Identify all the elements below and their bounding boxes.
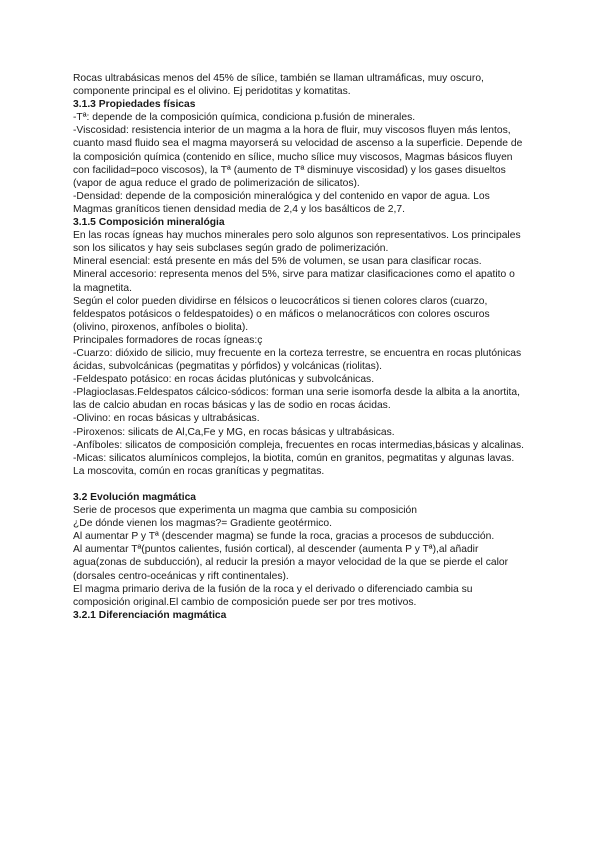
list-item-quartz: -Cuarzo: dióxido de silicio, muy frecuente en la corteza terrestre, se encuentra en rocas plutónicas ácidas, subvolcánicas (pegmatitas y pórfidos) y volcánicas (riolitas). <box>73 347 522 373</box>
paragraph-main-minerals-intro: Principales formadores de rocas ígneas:ç <box>73 334 263 346</box>
paragraph-temperature: -Tª: depende de la composición química, condiciona p.fusión de minerales. <box>73 112 416 124</box>
list-item-pyroxene: -Piroxenos: silicats de Al,Ca,Fe y MG, en rocas básicas y ultrabásicas. <box>73 426 395 438</box>
list-item-olivine: -Olivino: en rocas básicas y ultrabásicas. <box>73 413 260 425</box>
heading-magmatic-evolution: 3.2 Evolución magmática <box>73 492 197 503</box>
list-item-plagioclase: -Plagioclasas.Feldespatos cálcico-sódicos: forman una serie isomorfa desde la albita a la anortita, las de calcio abudan en rocas básicas y las de sodio en rocas ácidas. <box>73 387 520 412</box>
heading-mineral-composition: 3.1.5 Composición mineralógia <box>73 217 225 229</box>
list-item-k-feldspar: -Feldespato potásico: en rocas ácidas plutónicas y subvolcánicas. <box>73 374 375 386</box>
list-item-amphibole: -Anfíboles: silicatos de composición compleja, frecuentes en rocas intermedias,básicas y alcalinas. <box>73 439 524 451</box>
blank-line <box>73 478 525 491</box>
paragraph-melting-causes: Al aumentar Tª(puntos calientes, fusión cortical), al descender (aumenta P y Tª),al añadir agua(zonas de subducción), al reducir la presión a mayor velocidad de la que se pierde el calor (dorsales centro-oceánicas y rift continentales). <box>73 544 509 582</box>
heading-physical-properties: 3.1.3 Propiedades físicas <box>73 99 196 111</box>
heading-magmatic-differentiation: 3.2.1 Diferenciación magmática <box>73 609 227 621</box>
paragraph-magma-origin-question: ¿De dónde vienen los magmas?= Gradiente geotérmico. <box>73 518 332 530</box>
paragraph-density: -Densidad: depende de la composición mineralógica y del contenido en vapor de agua. Los Magmas graníticos tienen densidad media de 2,4 y los basálticos de 2,7. <box>73 190 490 215</box>
paragraph-ultrabasic-rocks: Rocas ultrabásicas menos del 45% de sílice, también se llaman ultramáficas, muy oscuro, componente principal es el olivino. Ej peridotitas y komatitas. <box>73 73 484 98</box>
paragraph-accessory-mineral: Mineral accesorio: representa menos del 5%, sirve para matizar clasificaciones como el apatito o la magnetita. <box>73 269 515 294</box>
paragraph-primary-magma: El magma primario deriva de la fusión de la roca y el derivado o diferenciado cambia su composición original.El cambio de composición puede ser por tres motivos. <box>73 583 473 608</box>
paragraph-evolution-definition: Serie de procesos que experimenta un magma que cambia su composición <box>73 505 417 517</box>
document-page <box>73 72 525 622</box>
paragraph-pressure-temperature: Al aumentar P y Tª (descender magma) se funde la roca, gracias a procesos de subducción. <box>73 531 495 543</box>
list-item-mica: -Micas: silicatos alumínicos complejos, la biotita, común en granitos, pegmatitas y algunas lavas. La moscovita, común en rocas graníticas y pegmatitas. <box>73 452 515 477</box>
paragraph-igneous-minerals: En las rocas ígneas hay muchos minerales pero solo algunos son representativos. Los principales son los silicatos y hay seis subclases según grado de polimerización. <box>73 230 521 255</box>
paragraph-essential-mineral: Mineral esencial: está presente en más del 5% de volumen, se usan para clasificar rocas. <box>73 256 482 268</box>
paragraph-color-classification: Según el color pueden dividirse en félsicos o leucocráticos si tienen colores claros (cuarzo, feldespatos potásicos o feldespatoides) o en máficos o melanocráticos con colores oscuros (olivino, piroxenos, anfíboles o biolita). <box>73 295 490 333</box>
paragraph-viscosity: -Viscosidad: resistencia interior de un magma a la hora de fluir, muy viscosos fluyen más lentos, cuanto masd fluido sea el magma mayorserá su velocidad de ascenso a la superficie. Depende de la composición química (contenido en sílice, mucho sílice muy viscosos, Magmas básicos fluyen con facilidad=poco viscosos), la Tª (aumento de Tª disminuye viscosidad) y los gases disueltos (vapor de agua reduce el grado de polimerización de silicatos). <box>73 125 523 189</box>
